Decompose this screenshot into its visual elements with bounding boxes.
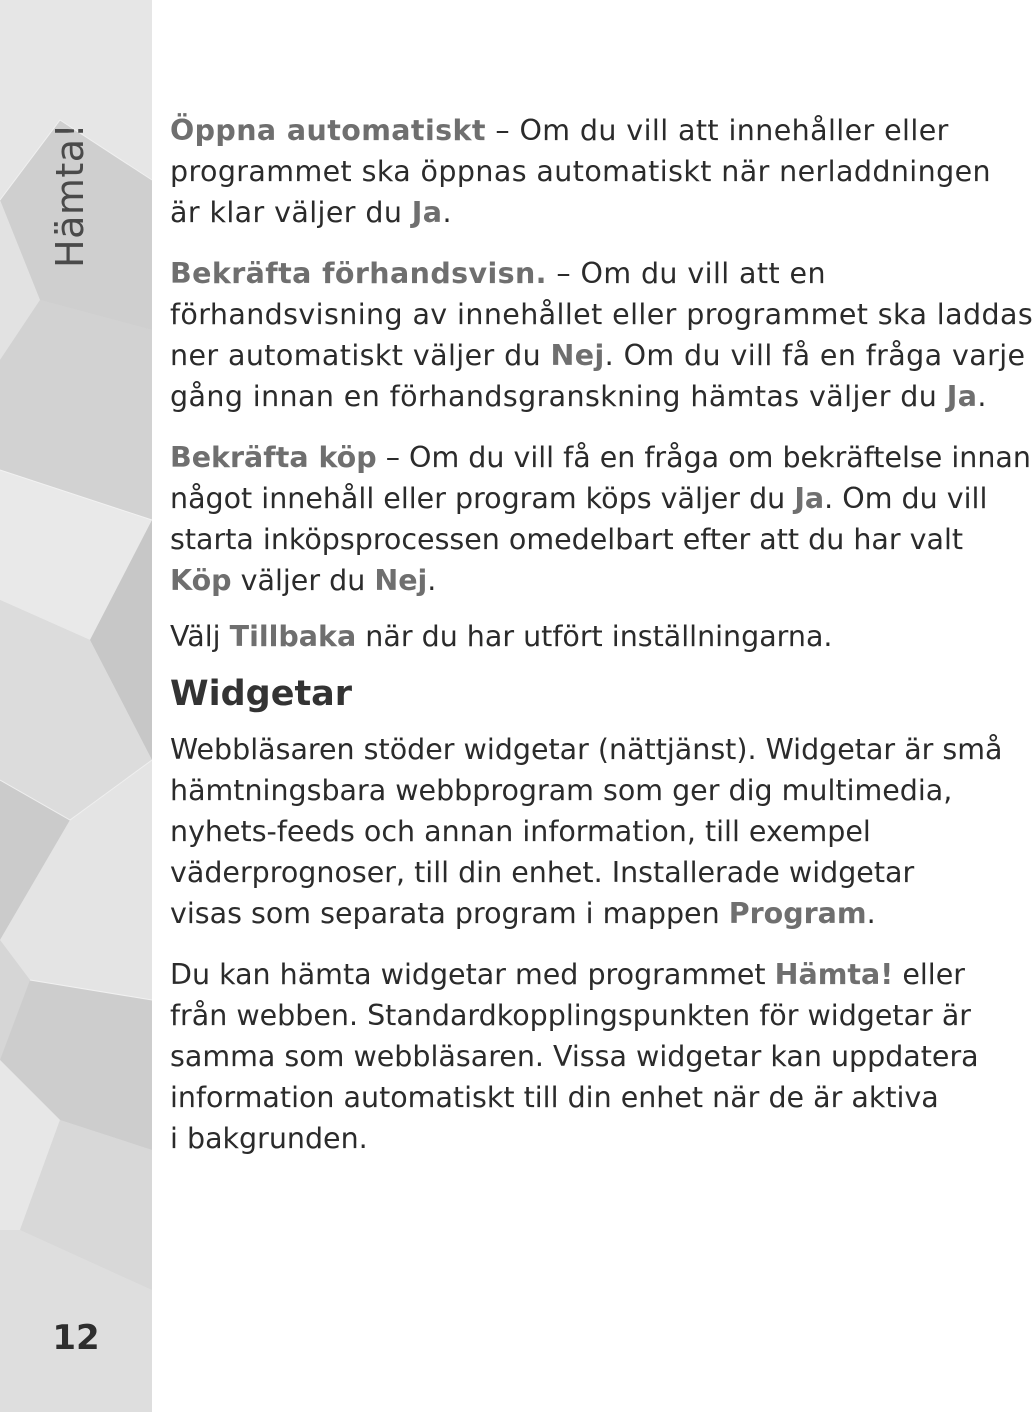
option-ja: Ja bbox=[794, 482, 825, 515]
paragraph-confirm-preview: Bekräfta förhandsvisn. – Om du vill att en förhandsvisning av innehållet eller programmet ska laddas ner automatiskt väljer du Nej. Om du vill få en fråga varje gång innan en förhandsgranskning hämtas väljer du Ja. bbox=[170, 257, 1033, 413]
option-kop: Köp bbox=[170, 564, 232, 597]
term-confirm-preview: Bekräfta förhandsvisn. bbox=[170, 257, 547, 290]
paragraph-back: Välj Tillbaka när du har utfört inställningarna. bbox=[170, 620, 833, 653]
paragraph-open-automatically: Öppna automatiskt – Om du vill att innehåller eller programmet ska öppnas automatiskt när nerladdningen är klar väljer du Ja. bbox=[170, 114, 991, 229]
paragraph-widgets-download: Du kan hämta widgetar med programmet Hämta! eller från webben. Standardkopplingspunkten för widgetar är samma som webbläsaren. Vissa widgetar kan uppdatera information automatiskt till din enhet när de är aktiva i bakgrunden. bbox=[170, 958, 979, 1155]
page-number: 12 bbox=[52, 1318, 100, 1358]
option-nej: Nej bbox=[550, 339, 605, 372]
sidebar-band bbox=[0, 0, 152, 1412]
folder-program: Program bbox=[728, 897, 867, 930]
section-heading-widgets: Widgetar bbox=[170, 674, 353, 714]
chapter-title: Hämta! bbox=[48, 122, 92, 268]
option-nej: Nej bbox=[374, 564, 428, 597]
app-hamta: Hämta! bbox=[774, 958, 894, 991]
page-content bbox=[170, 110, 1033, 1159]
option-tillbaka: Tillbaka bbox=[229, 620, 357, 653]
option-ja: Ja bbox=[946, 380, 978, 413]
term-confirm-purchase: Bekräfta köp bbox=[170, 441, 377, 474]
paragraph-confirm-purchase: Bekräfta köp – Om du vill få en fråga om bekräftelse innan något innehåll eller program köps väljer du Ja. Om du vill starta inköpsprocessen omedelbart efter att du har valt Köp väljer du Nej. bbox=[170, 441, 1031, 597]
term-open-automatically: Öppna automatiskt bbox=[170, 114, 486, 147]
paragraph-widgets-intro: Webbläsaren stöder widgetar (nättjänst). Widgetar är små hämtningsbara webbprogram som ger dig multimedia, nyhets-feeds och annan information, till exempel väderprognoser, till din enhet. Installerade widgetar visas som separata program i mappen Program. bbox=[170, 733, 1003, 930]
option-ja: Ja bbox=[411, 196, 443, 229]
